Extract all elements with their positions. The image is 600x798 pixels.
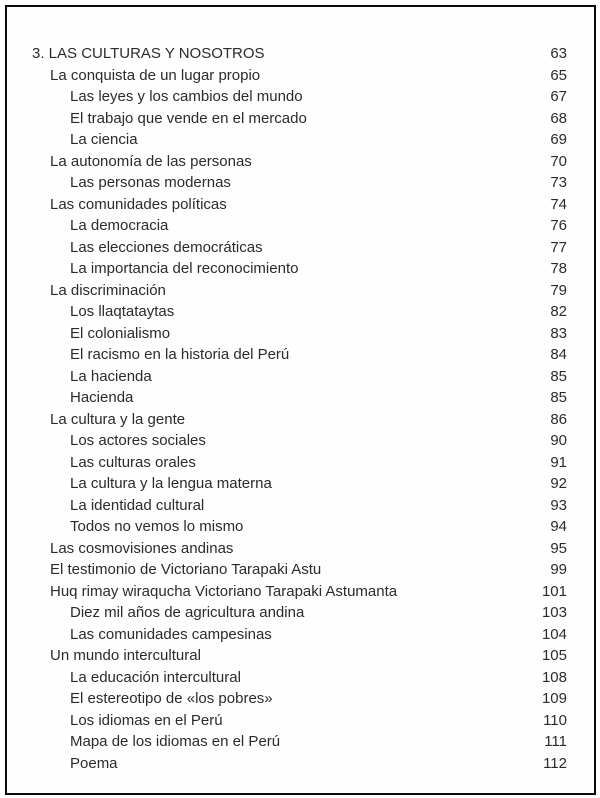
toc-entry-page-number: 108	[541, 668, 567, 686]
toc-entry	[32, 473, 567, 495]
toc-entry-page-number: 109	[541, 690, 567, 707]
toc-entry-label: Los actores sociales	[70, 432, 206, 449]
toc-entry-label: El estereotipo de «los pobres»	[70, 690, 273, 707]
toc-entry-page-number: 84	[550, 346, 567, 363]
toc-entry-label: La ciencia	[70, 131, 138, 148]
toc-entry-page-number: 110	[543, 711, 567, 729]
toc-entry	[32, 430, 567, 452]
toc-entry-page-number: 85	[550, 389, 567, 406]
toc-entry	[32, 43, 567, 65]
toc-entry-label: El trabajo que vende en el mercado	[70, 109, 307, 127]
toc-entry-page-number: 83	[550, 324, 567, 342]
toc-entry	[32, 538, 567, 560]
toc-entry-label: La hacienda	[70, 367, 152, 385]
toc-entry	[32, 65, 567, 87]
toc-entry	[32, 301, 567, 323]
toc-entry	[32, 108, 567, 130]
toc-entry-page-number: 85	[550, 367, 567, 385]
toc-entry	[32, 215, 567, 237]
toc-entry-page-number: 91	[550, 453, 567, 471]
toc-entry	[32, 129, 567, 151]
toc-entry	[32, 280, 567, 302]
toc-entry-label: Las leyes y los cambios del mundo	[70, 88, 303, 105]
toc-entry-page-number: 103	[541, 604, 567, 621]
toc-entry-page-number: 73	[550, 174, 567, 191]
toc-entry-page-number: 92	[550, 475, 567, 492]
toc-entry-label: El testimonio de Victoriano Tarapaki Astu	[50, 561, 322, 578]
toc-entry-label: Hacienda	[70, 389, 134, 406]
toc-entry	[32, 645, 567, 667]
table-of-contents	[32, 43, 567, 774]
toc-entry-label: Las comunidades campesinas	[70, 625, 272, 643]
toc-entry-page-number: 90	[550, 432, 567, 449]
toc-entry	[32, 258, 567, 280]
toc-entry-label: Huq rimay wiraqucha Victoriano Tarapaki Astumanta	[50, 582, 398, 600]
toc-entry-label: Los llaqtataytas	[70, 303, 175, 320]
toc-entry	[32, 581, 567, 603]
toc-entry-page-number: 86	[550, 410, 567, 428]
toc-entry-label: 3. LAS CULTURAS Y NOSOTROS	[32, 45, 265, 62]
toc-entry-label: La democracia	[70, 217, 169, 234]
book-page	[5, 5, 596, 795]
toc-entry-page-number: 111	[544, 733, 567, 750]
toc-entry	[32, 323, 567, 345]
toc-entry-label: Las comunidades políticas	[50, 195, 227, 213]
toc-entry-page-number: 105	[541, 647, 567, 664]
toc-entry	[32, 624, 567, 646]
toc-entry	[32, 237, 567, 259]
toc-entry-label: Diez mil años de agricultura andina	[70, 604, 305, 621]
toc-entry	[32, 495, 567, 517]
toc-entry-label: La discriminación	[50, 281, 166, 299]
toc-entry-page-number: 77	[550, 238, 567, 256]
toc-entry-label: Poema	[70, 754, 118, 772]
toc-entry-label: Las elecciones democráticas	[70, 238, 263, 256]
toc-entry-page-number: 63	[550, 45, 567, 62]
toc-entry	[32, 516, 567, 538]
toc-entry-label: Un mundo intercultural	[50, 647, 201, 664]
toc-entry	[32, 172, 567, 194]
toc-entry	[32, 753, 567, 775]
toc-entry-page-number: 104	[541, 625, 567, 643]
toc-entry-label: Las personas modernas	[70, 174, 231, 191]
toc-entry	[32, 452, 567, 474]
toc-entry-label: Mapa de los idiomas en el Perú	[70, 733, 281, 750]
toc-entry-label: El racismo en la historia del Perú	[70, 346, 290, 363]
toc-entry	[32, 366, 567, 388]
toc-entry-label: La importancia del reconocimiento	[70, 260, 299, 277]
toc-entry-label: La conquista de un lugar propio	[50, 66, 261, 84]
toc-entry-page-number: 67	[550, 88, 567, 105]
toc-entry-page-number: 82	[550, 303, 567, 320]
toc-entry-label: Todos no vemos lo mismo	[70, 518, 244, 535]
toc-entry-page-number: 99	[550, 561, 567, 578]
toc-entry-page-number: 70	[550, 152, 567, 170]
toc-entry-page-number: 68	[550, 109, 567, 127]
toc-entry	[32, 688, 567, 710]
toc-entry-label: El colonialismo	[70, 324, 171, 342]
toc-entry	[32, 86, 567, 108]
toc-entry-label: Las culturas orales	[70, 453, 196, 471]
toc-entry-page-number: 93	[550, 496, 567, 514]
toc-entry	[32, 387, 567, 409]
toc-entry	[32, 409, 567, 431]
toc-entry	[32, 194, 567, 216]
toc-entry-page-number: 112	[543, 754, 567, 772]
toc-entry	[32, 667, 567, 689]
toc-entry	[32, 559, 567, 581]
toc-entry-label: La educación intercultural	[70, 668, 241, 686]
toc-entry-page-number: 65	[550, 66, 567, 84]
toc-entry-page-number: 69	[550, 131, 567, 148]
toc-entry-page-number: 101	[541, 582, 567, 600]
toc-entry-page-number: 95	[550, 539, 567, 557]
toc-entry-label: Los idiomas en el Perú	[70, 711, 223, 729]
toc-entry-page-number: 74	[550, 195, 567, 213]
toc-entry-label: La cultura y la gente	[50, 410, 186, 428]
toc-entry-page-number: 94	[550, 518, 567, 535]
toc-entry	[32, 710, 567, 732]
toc-entry	[32, 151, 567, 173]
toc-entry	[32, 602, 567, 624]
toc-entry-page-number: 78	[550, 260, 567, 277]
toc-entry	[32, 344, 567, 366]
toc-entry-label: La identidad cultural	[70, 496, 205, 514]
toc-entry	[32, 731, 567, 753]
toc-entry-page-number: 76	[550, 217, 567, 234]
toc-entry-label: La autonomía de las personas	[50, 152, 252, 170]
toc-entry-page-number: 79	[550, 281, 567, 299]
toc-entry-label: Las cosmovisiones andinas	[50, 539, 234, 557]
toc-entry-label: La cultura y la lengua materna	[70, 475, 272, 492]
